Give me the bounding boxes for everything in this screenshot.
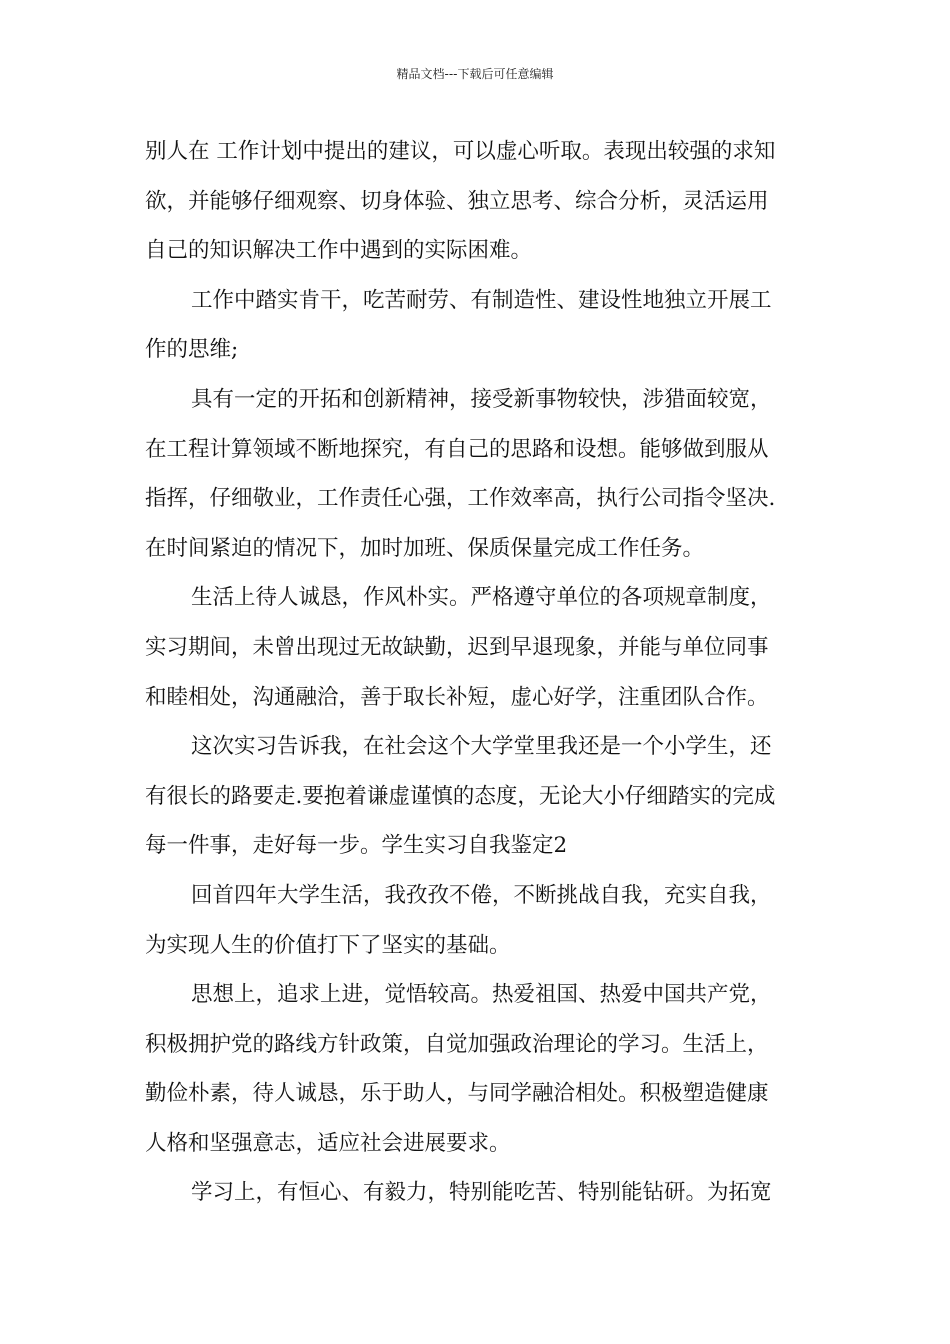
text-line: 每一件事，走好每一步。学生实习自我鉴定2 bbox=[145, 833, 568, 859]
text-line: 和睦相处，沟通融洽，善于取长补短，虚心好学，注重团队合作。 bbox=[145, 684, 769, 710]
text-line: 工作中踏实肯干，吃苦耐劳、有制造性、建设性地独立开展工 bbox=[191, 287, 772, 313]
text-line: 人格和坚强意志，适应社会进展要求。 bbox=[145, 1130, 511, 1156]
text-line: 在时间紧迫的情况下，加时加班、保质保量完成工作任务。 bbox=[145, 535, 705, 561]
text-line: 作的思维; bbox=[145, 337, 239, 363]
text-line: 积极拥护党的路线方针政策，自觉加强政治理论的学习。生活上， bbox=[145, 1031, 769, 1057]
text-line: 自己的知识解决工作中遇到的实际困难。 bbox=[145, 238, 533, 264]
text-line: 欲，并能够仔细观察、切身体验、独立思考、综合分析，灵活运用 bbox=[145, 188, 769, 214]
text-line: 别人在 工作计划中提出的建议，可以虚心听取。表现出较强的求知 bbox=[145, 139, 776, 164]
text-line: 在工程计算领域不断地探究，有自己的思路和设想。能够做到服从 bbox=[145, 436, 769, 462]
text-line: 有很长的路要走.要抱着谦虚谨慎的态度，无论大小仔细踏实的完成 bbox=[145, 783, 776, 809]
text-line: 勤俭朴素，待人诚恳，乐于助人，与同学融洽相处。积极塑造健康 bbox=[145, 1081, 769, 1107]
text-line: 实习期间，未曾出现过无故缺勤，迟到早退现象，并能与单位同事 bbox=[145, 634, 769, 660]
page-header: 精品文档---下载后可任意编辑 bbox=[396, 67, 554, 81]
text-line: 学习上，有恒心、有毅力，特别能吃苦、特别能钻研。为拓宽 bbox=[191, 1180, 772, 1206]
text-line: 为实现人生的价值打下了坚实的基础。 bbox=[145, 932, 511, 958]
text-line: 这次实习告诉我，在社会这个大学堂里我还是一个小学生，还 bbox=[191, 734, 772, 760]
document-body bbox=[145, 131, 810, 1222]
text-line: 回首四年大学生活，我孜孜不倦，不断挑战自我，充实自我， bbox=[191, 882, 772, 908]
text-line: 生活上待人诚恳，作风朴实。严格遵守单位的各项规章制度， bbox=[191, 585, 772, 611]
text-line: 思想上，追求上进，觉悟较高。热爱祖国、热爱中国共产党， bbox=[191, 982, 772, 1008]
text-line: 具有一定的开拓和创新精神，接受新事物较快，涉猎面较宽， bbox=[191, 386, 772, 412]
text-line: 指挥，仔细敬业，工作责任心强，工作效率高，执行公司指令坚决. bbox=[145, 486, 776, 512]
